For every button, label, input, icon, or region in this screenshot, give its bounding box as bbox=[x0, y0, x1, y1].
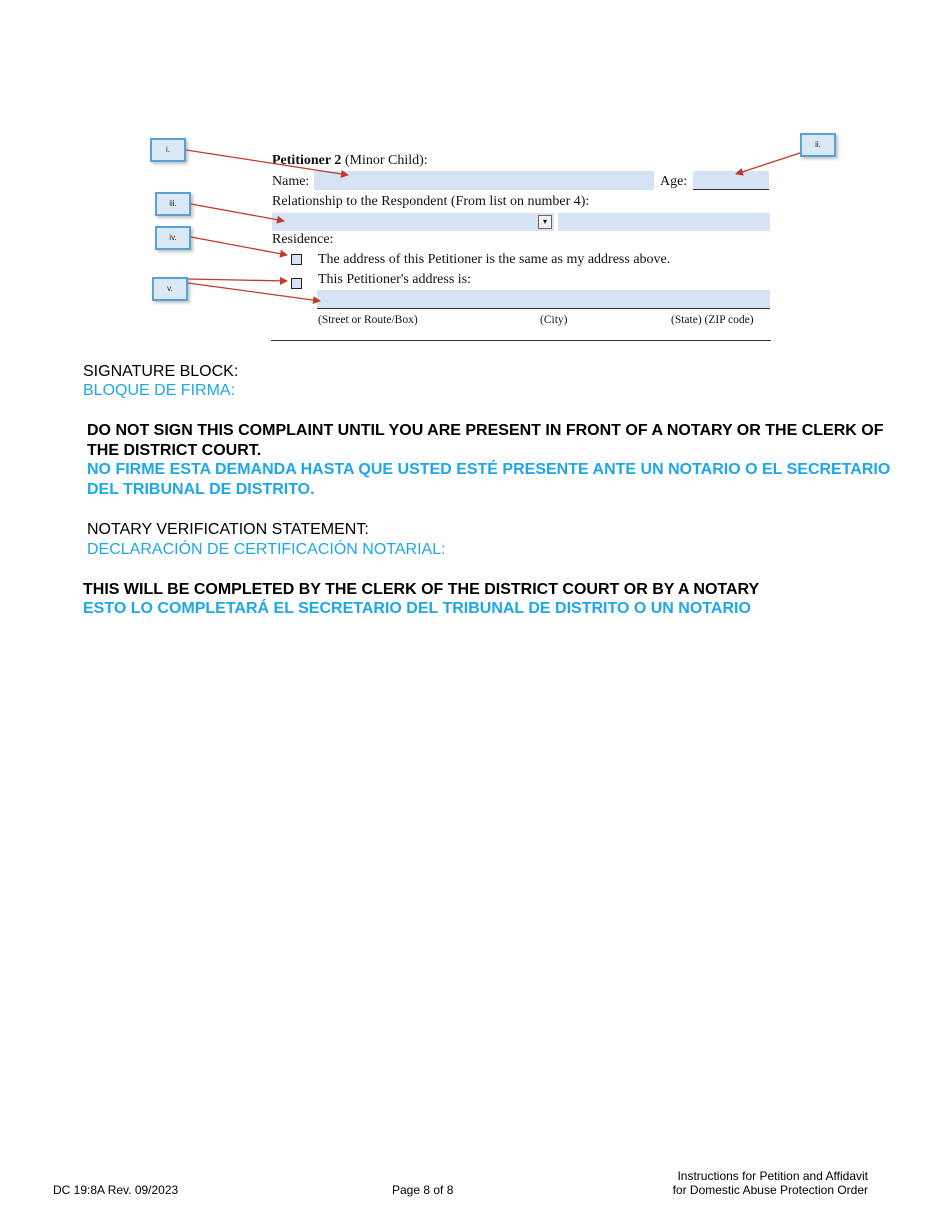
arrow-v-b bbox=[188, 283, 320, 301]
arrow-v-a bbox=[188, 279, 287, 281]
notary-section bbox=[87, 520, 917, 559]
callout-iii: iii. bbox=[155, 192, 191, 216]
name-label: Name: bbox=[272, 174, 310, 189]
callout-i: i. bbox=[150, 138, 186, 162]
same-address-label: The address of this Petitioner is the same as my address above. bbox=[318, 252, 671, 267]
signing-warning-es: NO FIRME ESTA DEMANDA HASTA QUE USTED ESTÉ PRESENTE ANTE UN NOTARIO O EL SECRETARIO DEL TRIBUNAL DE DISTRITO. bbox=[87, 461, 891, 498]
signing-warning: DO NOT SIGN THIS COMPLAINT UNTIL YOU ARE PRESENT IN FRONT OF A NOTARY OR THE CLERK OF THE DISTRICT COURT. bbox=[87, 422, 884, 459]
arrow-iii bbox=[191, 204, 284, 221]
signing-warning-section bbox=[87, 421, 917, 499]
signature-block-heading-es: BLOQUE DE FIRMA: bbox=[83, 382, 236, 399]
signature-block-section bbox=[83, 362, 913, 400]
callout-v: v. bbox=[152, 277, 188, 301]
street-caption: (Street or Route/Box) bbox=[318, 314, 418, 326]
arrow-iv bbox=[191, 237, 287, 255]
completion-note-es: ESTO LO COMPLETARÁ EL SECRETARIO DEL TRIBUNAL DE DISTRITO O UN NOTARIO bbox=[83, 600, 751, 617]
callout-arrows bbox=[0, 0, 950, 360]
callout-ii: ii. bbox=[800, 133, 836, 157]
arrow-ii bbox=[736, 153, 800, 174]
relationship-label: Relationship to the Respondent (From list on number 4): bbox=[272, 194, 590, 209]
notary-heading: NOTARY VERIFICATION STATEMENT: bbox=[87, 521, 369, 538]
footer-title bbox=[673, 1169, 868, 1197]
arrow-i bbox=[186, 150, 348, 175]
footer-title-line1: Instructions for Petition and Affidavit bbox=[677, 1169, 868, 1183]
completion-note: THIS WILL BE COMPLETED BY THE CLERK OF THE DISTRICT COURT OR BY A NOTARY bbox=[83, 581, 760, 598]
city-caption: (City) bbox=[540, 314, 568, 326]
footer-form-code: DC 19:8A Rev. 09/2023 bbox=[53, 1183, 179, 1197]
signature-block-heading: SIGNATURE BLOCK: bbox=[83, 363, 239, 380]
footer-page-number: Page 8 of 8 bbox=[392, 1183, 454, 1197]
dropdown-arrow-icon[interactable]: ▾ bbox=[538, 215, 552, 229]
completion-section bbox=[83, 580, 913, 618]
residence-label: Residence: bbox=[272, 232, 334, 247]
state-zip-caption: (State) (ZIP code) bbox=[671, 314, 754, 326]
age-label: Age: bbox=[660, 174, 688, 189]
petitioner-2-title: Petitioner 2 (Minor Child): bbox=[272, 153, 428, 168]
different-address-label: This Petitioner's address is: bbox=[318, 272, 472, 287]
footer-title-line2: for Domestic Abuse Protection Order bbox=[672, 1183, 868, 1197]
callout-iv: iv. bbox=[155, 226, 191, 250]
notary-heading-es: DECLARACIÓN DE CERTIFICACIÓN NOTARIAL: bbox=[87, 540, 446, 558]
